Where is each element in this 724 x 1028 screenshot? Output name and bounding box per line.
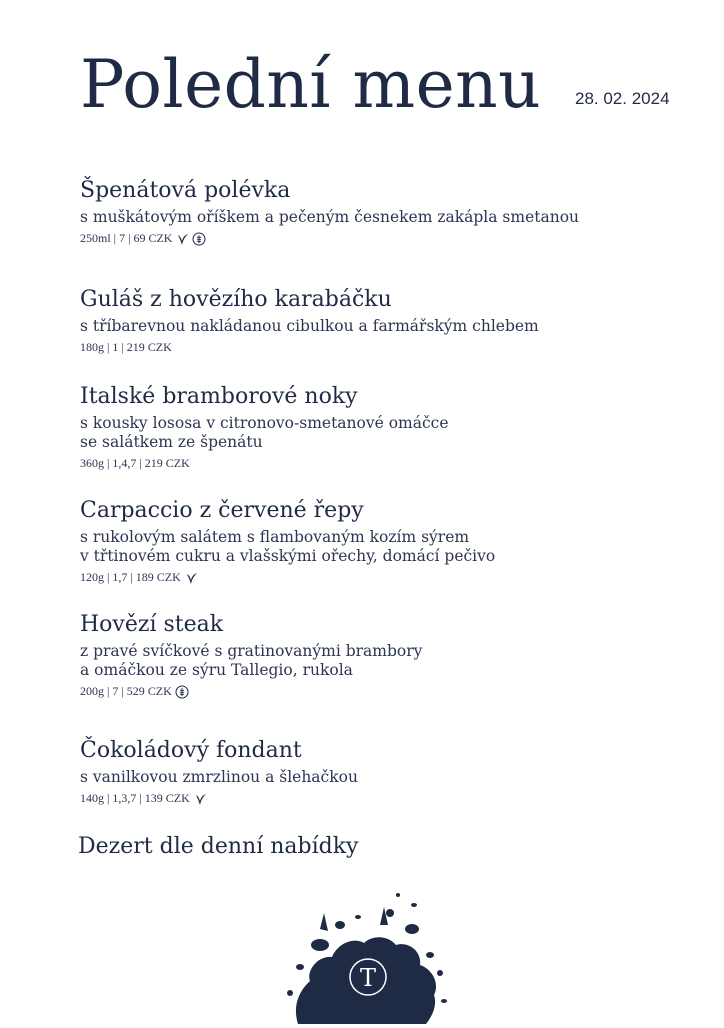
menu-item-name: Guláš z hovězího karabáčku [80,287,392,312]
menu-item-meta-text: 180g | 1 | 219 CZK [80,340,172,355]
menu-item-description-line: a omáčkou ze sýru Tallegio, rukola [80,661,353,680]
menu-item-description-line: s kousky lososa v citronovo-smetanové omáčce [80,414,449,433]
menu-item-name: Carpaccio z červené řepy [80,498,364,523]
menu-item-meta-text: 200g | 7 | 529 CZK [80,684,172,699]
menu-item-description-line: v třtinovém cukru a vlašskými ořechy, domácí pečivo [80,547,496,566]
vegetarian-leaf-icon [175,232,189,246]
menu-item-description-line: s rukolovým salátem s flambovaným kozím sýrem [80,528,470,547]
menu-item-description [80,642,422,680]
menu-item-meta-text: 140g | 1,3,7 | 139 CZK [80,791,190,806]
gluten-free-icon [175,685,189,699]
menu-date: 28. 02. 2024 [575,89,670,108]
menu-item [80,384,449,471]
menu-item-meta [80,231,579,246]
menu-item-description [80,317,539,336]
menu-item [80,178,579,246]
gluten-free-icon [192,232,206,246]
menu-item-name: Italské bramborové noky [80,384,358,409]
vegetarian-leaf-icon [184,571,198,585]
menu-item-description [80,208,579,227]
menu-item-meta [80,684,422,699]
logo-ink-splash [280,885,450,1024]
menu-item-description-line: s tříbarevnou nakládanou cibulkou a farmářským chlebem [80,317,539,336]
menu-item-name: Hovězí steak [80,612,224,637]
menu-item [80,612,422,699]
menu-item-meta-text: 360g | 1,4,7 | 219 CZK [80,456,190,471]
menu-item-description-line: z pravé svíčkové s gratinovanými brambory [80,642,423,661]
menu-item-meta [80,570,495,585]
menu-item-description [80,768,358,787]
menu-item-name: Čokoládový fondant [80,738,302,763]
menu-item [80,287,539,355]
page-title: Polední menu [80,46,542,123]
menu-item-meta-text: 120g | 1,7 | 189 CZK [80,570,181,585]
menu-item-description-line: se salátkem ze špenátu [80,433,263,452]
menu-item-meta [80,340,539,355]
menu-item-meta-text: 250ml | 7 | 69 CZK [80,231,173,246]
vegetarian-leaf-icon [193,792,207,806]
menu-item [80,738,358,806]
menu-item-description-line: s muškátovým oříškem a pečeným česnekem zakápla smetanou [80,208,580,227]
menu-item [80,498,495,585]
menu-item-name: Špenátová polévka [80,178,291,203]
menu-item-meta [80,791,358,806]
menu-item-description-line: s vanilkovou zmrzlinou a šlehačkou [80,768,358,787]
menu-item-description [80,528,495,566]
menu-item-description [80,414,449,452]
dessert-note: Dezert dle denní nabídky [78,834,359,859]
menu-item-meta [80,456,449,471]
logo-letter: T [359,964,377,992]
